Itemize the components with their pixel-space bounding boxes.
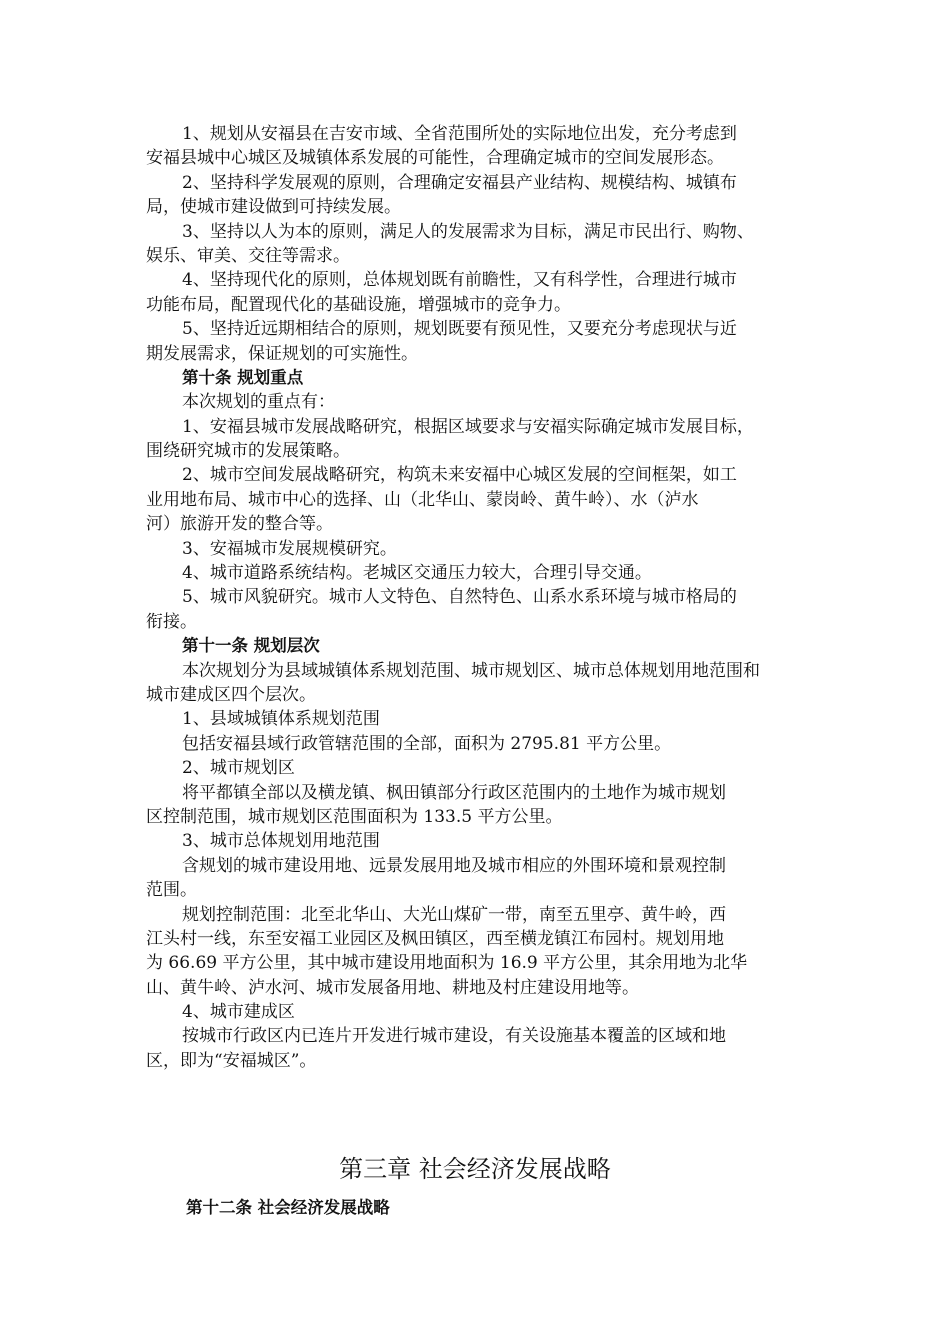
text-line: 围绕研究城市的发展策略。 [146, 441, 350, 462]
text-line: 功能布局，配置现代化的基础设施，增强城市的竞争力。 [146, 294, 571, 315]
text-line: 局，使城市建设做到可持续发展。 [146, 197, 401, 218]
text-line: 本次规划分为县域城镇体系规划范围、城市规划区、城市总体规划用地范围和 [182, 660, 760, 681]
text-line: 含规划的城市建设用地、远景发展用地及城市相应的外围环境和景观控制 [182, 855, 726, 876]
text-line: 江头村一线，东至安福工业园区及枫田镇区，西至横龙镇江布园村。规划用地 [146, 928, 724, 949]
text-line: 1、县域城镇体系规划范围 [182, 709, 380, 730]
text-line: 1、规划从安福县在吉安市域、全省范围所处的实际地位出发，充分考虑到 [182, 124, 737, 144]
text-line: 娱乐、审美、交往等需求。 [146, 245, 350, 266]
text-line: 衔接。 [146, 611, 197, 632]
text-line: 河）旅游开发的整合等。 [146, 514, 333, 535]
text-line: 1、安福县城市发展战略研究，根据区域要求与安福实际确定城市发展目标， [182, 416, 754, 437]
text-line: 城市建成区四个层次。 [146, 684, 316, 705]
text-line: 3、坚持以人为本的原则，满足人的发展需求为目标，满足市民出行、购物、 [182, 221, 754, 242]
article-heading: 第十一条 规划层次 [182, 636, 320, 656]
text-line: 3、安福城市发展规模研究。 [182, 538, 397, 559]
text-line: 4、城市道路系统结构。老城区交通压力较大，合理引导交通。 [182, 563, 652, 584]
text-line: 3、城市总体规划用地范围 [182, 831, 380, 852]
text-line: 5、城市风貌研究。城市人文特色、自然特色、山系水系环境与城市格局的 [182, 587, 737, 608]
text-line: 将平都镇全部以及横龙镇、枫田镇部分行政区范围内的土地作为城市规划 [182, 782, 726, 803]
chapter-title: 第三章 社会经济发展战略 [339, 1155, 611, 1183]
text-line: 4、坚持现代化的原则，总体规划既有前瞻性，又有科学性，合理进行城市 [182, 270, 737, 291]
text-line: 业用地布局、城市中心的选择、山（北华山、蒙岗岭、黄牛岭）、水（泸水 [146, 489, 699, 510]
text-line: 2、坚持科学发展观的原则，合理确定安福县产业结构、规模结构、城镇布 [182, 172, 737, 193]
text-line: 山、黄牛岭、泸水河、城市发展备用地、耕地及村庄建设用地等。 [146, 977, 639, 998]
text-line: 区，即为“安福城区”。 [146, 1050, 317, 1071]
text-line: 2、城市规划区 [182, 758, 295, 779]
article-heading: 第十条 规划重点 [182, 367, 304, 387]
text-line: 4、城市建成区 [182, 1002, 295, 1023]
article-heading: 第十二条 社会经济发展战略 [186, 1198, 390, 1217]
text-line: 安福县城中心城区及城镇体系发展的可能性，合理确定城市的空间发展形态。 [146, 148, 724, 169]
text-line: 2、城市空间发展战略研究，构筑未来安福中心城区发展的空间框架，如工 [182, 465, 737, 486]
text-line: 包括安福县域行政管辖范围的全部，面积为 2795.81 平方公里。 [182, 733, 672, 754]
text-line: 规划控制范围：北至北华山、大光山煤矿一带，南至五里亭、黄牛岭，西 [182, 904, 726, 925]
text-line: 按城市行政区内已连片开发进行城市建设，有关设施基本覆盖的区域和地 [182, 1026, 726, 1047]
text-line: 期发展需求，保证规划的可实施性。 [146, 343, 418, 364]
text-line: 5、坚持近远期相结合的原则，规划既要有预见性，又要充分考虑现状与近 [182, 319, 737, 340]
text-line: 为 66.69 平方公里，其中城市建设用地面积为 16.9 平方公里，其余用地为北华 [146, 953, 748, 974]
text-line: 范围。 [146, 880, 197, 901]
document-body [146, 122, 814, 1073]
text-line: 区控制范围，城市规划区范围面积为 133.5 平方公里。 [146, 806, 563, 827]
text-line: 本次规划的重点有： [182, 392, 335, 413]
